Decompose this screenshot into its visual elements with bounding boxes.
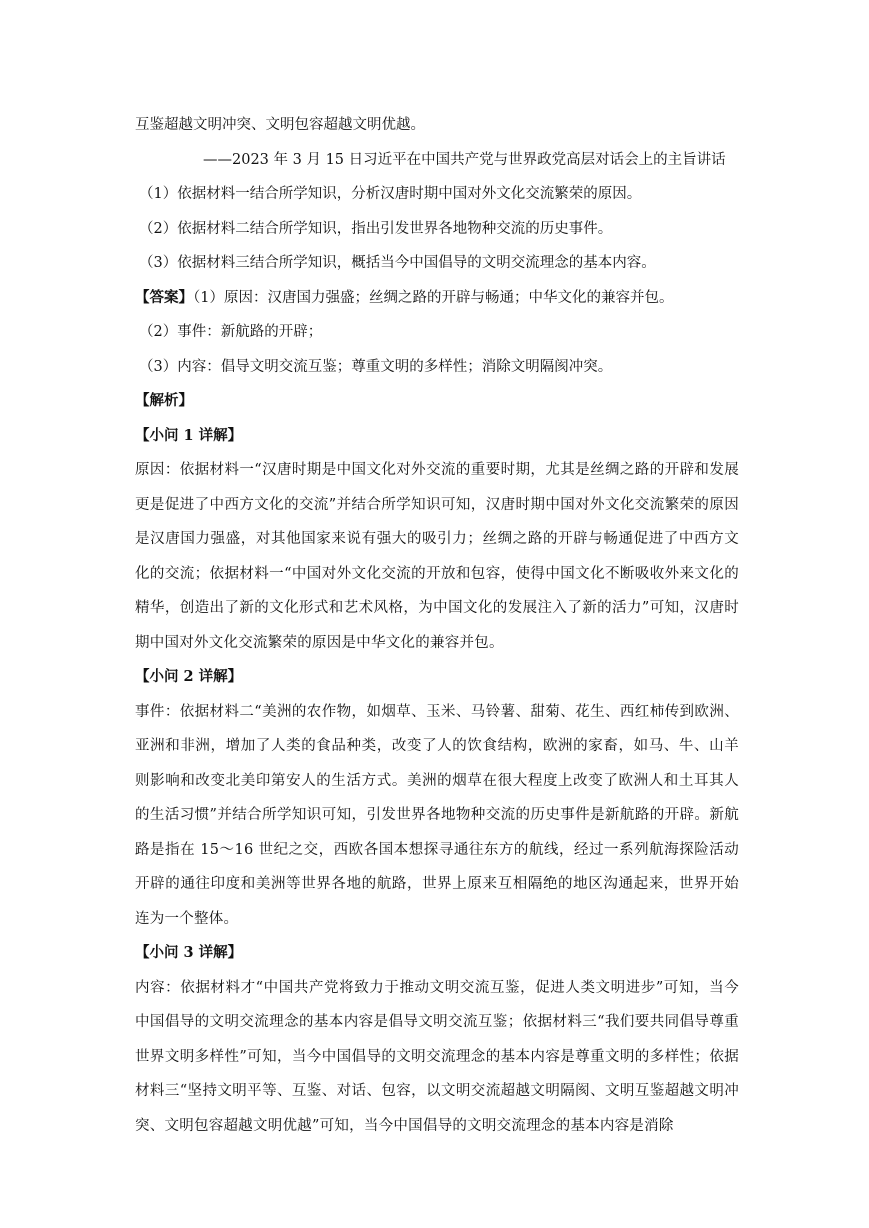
answer-line-2: （2）事件：新航路的开辟； — [139, 324, 323, 340]
question-2: （2）依据材料二结合所学知识，指出引发世界各地物种交流的历史事件。 — [139, 220, 613, 237]
answer-line-1 — [135, 281, 739, 316]
sub-question-2-heading: 【小问 2 详解】 — [135, 668, 243, 685]
question-1: （1）依据材料一结合所学知识，分析汉唐时期中国对外文化交流繁荣的原因。 — [139, 186, 642, 202]
page-content — [135, 108, 739, 1143]
answer-text-1: （1）原因：汉唐国力强盛；丝绸之路的开辟与畅通；中华文化的兼容并包。 — [193, 289, 674, 306]
sub-question-3-text: 内容：依据材料才“中国共产党将致力于推动文明交流互鉴，促进人类文明进步”可知，当今中国倡导的文明交流理念的基本内容是倡导文明交流互鉴；依据材料三“我们要共同倡导尊重世界文明多样性”可知，当今中国倡导的文明交流理念的基本内容是尊重文明的多样性；依据材料三“坚持文明平等、互鉴、对话、包容，以文明交流超越文明隔阂、文明互鉴超越文明冲突、文明包容超越文明优越”可知，当今中国倡导的文明交流理念的基本内容是消除 — [135, 979, 739, 1134]
material-tail: 互鉴超越文明冲突、文明包容超越文明优越。 — [135, 117, 425, 133]
analysis-heading: 【解析】 — [135, 392, 193, 409]
sub-question-3-heading: 【小问 3 详解】 — [135, 944, 243, 961]
sub-question-1-text: 原因：依据材料一“汉唐时期是中国文化对外交流的重要时期，尤其是丝绸之路的开辟和发展更是促进了中西方文化的交流”并结合所学知识可知，汉唐时期中国对外文化交流繁荣的原因是汉唐国力强盛，对其他国家来说有强大的吸引力；丝绸之路的开辟与畅通促进了中西方文化的交流；依据材料一“中国对外文化交流的开放和包容，使得中国文化不断吸收外来文化的精华，创造出了新的文化形式和艺术风格，为中国文化的发展注入了新的活力”可知，汉唐时期中国对外文化交流繁荣的原因是中华文化的兼容并包。 — [135, 462, 739, 651]
attribution: ——2023 年 3 月 15 日习近平在中国共产党与世界政党高层对话会上的主旨讲话 — [203, 151, 726, 168]
sub-question-2-text: 事件：依据材料二“美洲的农作物，如烟草、玉米、马铃薯、甜菊、花生、西红柿传到欧洲、亚洲和非洲，增加了人类的食品种类，改变了人的饮食结构，欧洲的家畜，如马、牛、山羊则影响和改变北美印第安人的生活方式。美洲的烟草在很大程度上改变了欧洲人和土耳其人的生活习惯”并结合所学知识可知，引发世界各地物种交流的历史事件是新航路的开辟。新航路是指在 15～16 世纪之交，西欧各国本想探寻通往东方的航线，经过一系列航海探险活动开辟的通往印度和美洲等世界各地的航路，世界上原来互相隔绝的地区沟通起来，世界开始连为一个整体。 — [135, 703, 739, 927]
question-3: （3）依据材料三结合所学知识，概括当今中国倡导的文明交流理念的基本内容。 — [139, 255, 656, 271]
sub-question-1-heading: 【小问 1 详解】 — [135, 426, 243, 444]
answer-tag: 【答案】 — [135, 288, 193, 306]
answer-line-3: （3）内容：倡导文明交流互鉴；尊重文明的多样性；消除文明隔阂冲突。 — [139, 358, 613, 375]
